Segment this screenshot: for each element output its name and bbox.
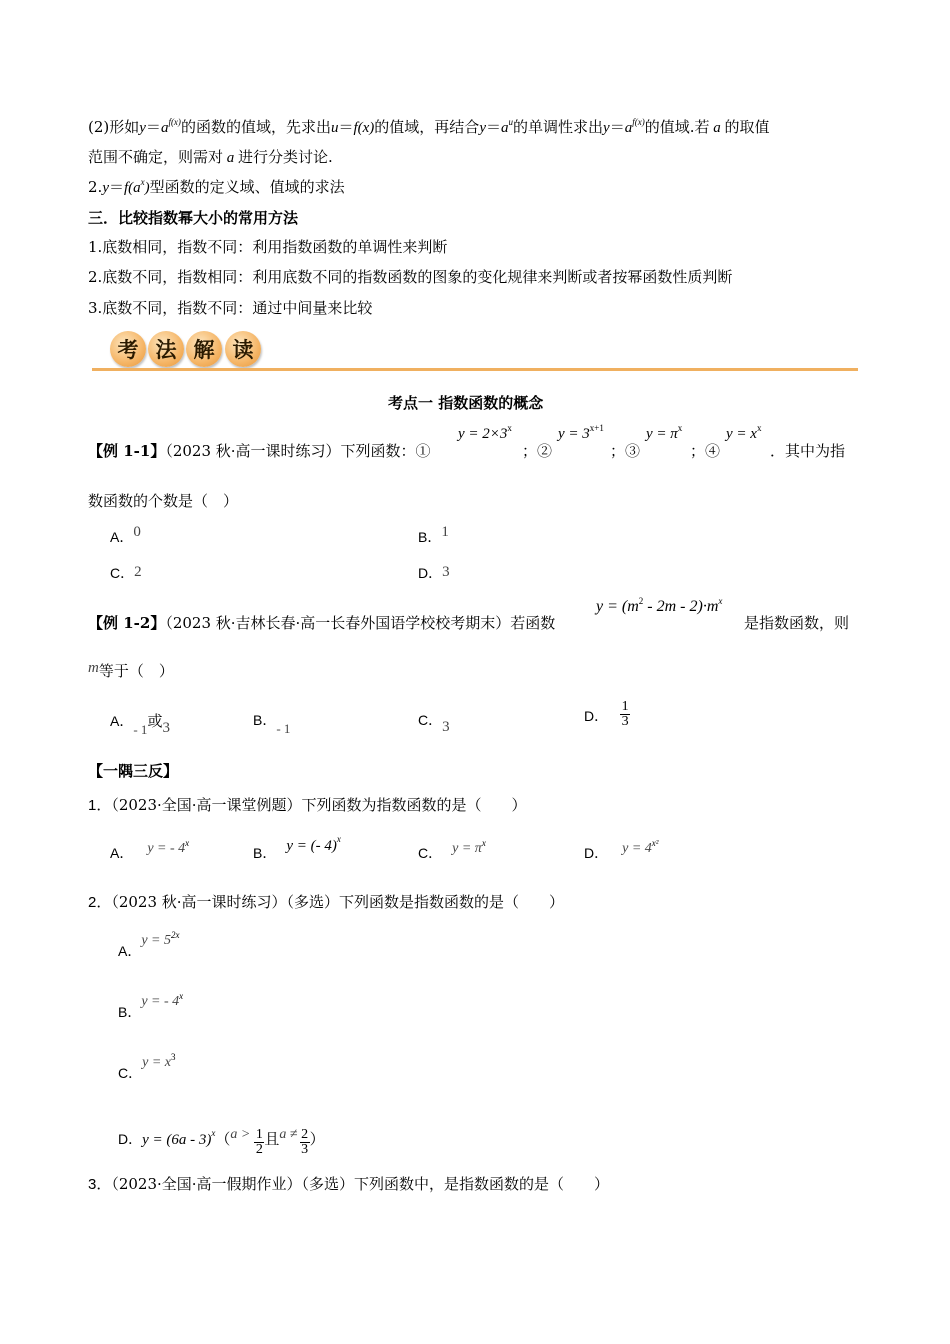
text: 的单调性求出 <box>513 118 604 136</box>
q2-option-a[interactable] <box>118 930 180 961</box>
fraction <box>254 1128 264 1157</box>
option-sup: x <box>336 834 341 844</box>
condition-open: （ <box>215 1130 231 1148</box>
option-sup: x <box>179 991 184 1001</box>
ex2-tail: 是指数函数，则 <box>744 614 850 632</box>
fraction <box>620 700 630 729</box>
question-1 <box>88 794 527 815</box>
ex1-option-b[interactable] <box>418 524 449 547</box>
option-letter: B． <box>253 845 277 861</box>
ex1-sep4: ；④ <box>690 442 721 460</box>
text: 的取值 <box>724 118 770 136</box>
option-or: 或 <box>147 712 163 730</box>
text: 2. <box>88 178 103 196</box>
option-letter: B． <box>253 712 277 728</box>
math-sup: u <box>508 117 513 127</box>
math-y: y <box>102 180 109 196</box>
question-number: 2． <box>88 894 112 911</box>
option-letter: D． <box>584 845 609 861</box>
option-value: y = - 4 <box>147 841 186 856</box>
condition-b: a ≠ <box>279 1126 298 1142</box>
text: 范围不确定，则需对 <box>88 148 224 166</box>
option-value: y = 4 <box>622 841 652 856</box>
formula: y = 3 <box>558 426 590 442</box>
option-value: - 1 <box>276 721 291 736</box>
ex1-f1 <box>458 423 512 443</box>
ex1-f4 <box>726 423 762 443</box>
question-text: （2023·全国·高一假期作业）（多选）下列函数中，是指数函数的是（ ） <box>111 1175 610 1193</box>
math-a: a <box>624 120 633 136</box>
text: 的函数的值域，先求出 <box>180 118 331 136</box>
example-1-1 <box>88 440 431 461</box>
numerator: 1 <box>621 699 629 714</box>
math-fx: f(x) <box>353 120 375 136</box>
math-a: a <box>160 120 169 136</box>
text-eq: ＝ <box>108 178 124 196</box>
math-sup: f(x) <box>632 117 645 127</box>
option-value: y = (- 4) <box>286 838 337 854</box>
denominator: 3 <box>301 1142 309 1157</box>
option-sup: x² <box>651 838 659 848</box>
option-value: 3 <box>442 719 450 735</box>
math-a: a <box>501 120 509 136</box>
fraction <box>300 1128 310 1157</box>
q1-option-c[interactable] <box>418 838 486 863</box>
math-y: y <box>603 120 610 136</box>
banner-rule <box>92 368 858 371</box>
question-3 <box>88 1173 609 1194</box>
option-letter: D． <box>584 707 609 724</box>
option-value: y = (6a - 3) <box>142 1132 212 1148</box>
ex1-option-d[interactable] <box>418 563 450 583</box>
math-u: u <box>330 120 339 136</box>
option-letter: A． <box>110 529 134 545</box>
text: (2)形如 <box>88 118 140 136</box>
text: 等于（ ） <box>98 662 174 680</box>
formula-sup: x <box>756 423 762 433</box>
method-2: 2.底数不同，指数相同：利用底数不同的指数函数的图象的变化规律来判断或者按幂函数性质判断 <box>88 268 733 286</box>
math-m: m <box>88 660 99 676</box>
q2-option-c[interactable] <box>118 1052 176 1083</box>
formula-sup: x+1 <box>589 423 604 433</box>
option-value: y = 5 <box>141 933 172 948</box>
method-3: 3.底数不同，指数不同：通过中间量来比较 <box>88 299 373 317</box>
ex2-option-d[interactable] <box>584 700 630 729</box>
ex1-sep2: ；② <box>522 442 553 460</box>
option-sup: x <box>211 1127 216 1138</box>
condition-and: 且 <box>264 1130 280 1148</box>
example-1-2 <box>88 612 555 633</box>
condition-a: a > <box>230 1126 251 1142</box>
option-letter: C． <box>110 565 135 581</box>
practice-heading: 【一隅三反】 <box>88 762 179 780</box>
ex1-option-a[interactable] <box>110 524 141 547</box>
text: （2023 秋·吉林长春·高一长春外国语学校校考期末）若函数 <box>165 614 556 632</box>
numerator: 1 <box>255 1127 263 1142</box>
option-value: - 1 <box>133 722 148 737</box>
option-letter: A． <box>118 943 142 959</box>
formula-sup: 2 <box>638 596 644 606</box>
option-sup: x <box>185 838 190 848</box>
math-a: a <box>709 120 725 136</box>
q1-option-b[interactable] <box>253 834 341 863</box>
option-letter: B． <box>118 1004 142 1020</box>
ex2-option-b[interactable] <box>253 710 291 736</box>
option-value: 3 <box>162 720 170 736</box>
formula: y = π <box>646 426 678 442</box>
section-title: 考点一 指数函数的概念 <box>388 394 544 412</box>
formula: y = x <box>726 426 757 442</box>
option-value: y = π <box>452 841 482 856</box>
ex2-option-a[interactable] <box>110 710 170 737</box>
option-letter: C． <box>418 712 443 728</box>
ex2-formula <box>596 596 722 616</box>
question-text: （2023 秋·高一课时练习）（多选）下列函数是指数函数的是（ ） <box>111 893 565 911</box>
option-letter: A． <box>110 845 134 861</box>
text-eq: ＝ <box>485 118 501 136</box>
formula-sup: x <box>677 423 683 433</box>
question-2 <box>88 891 564 912</box>
method-1: 1.底数相同，指数不同：利用指数函数的单调性来判断 <box>88 238 448 256</box>
ex1-tail: ．其中为指 <box>770 442 846 460</box>
ex1-line2: 数函数的个数是（ ） <box>88 492 239 510</box>
option-letter: A． <box>110 713 134 729</box>
option-value: 1 <box>441 524 449 540</box>
banner-badge-4: 读 <box>225 331 261 367</box>
banner-badge-3: 解 <box>186 331 222 367</box>
condition-close: ） <box>309 1130 325 1148</box>
text-eq: ＝ <box>338 118 354 136</box>
text: 型函数的定义域、值域的求法 <box>149 178 345 196</box>
denominator: 3 <box>621 714 629 729</box>
option-sup: 2x <box>171 930 180 940</box>
q2-option-b[interactable] <box>118 991 184 1022</box>
option-letter: D． <box>418 565 443 581</box>
text: 的值域，再结合 <box>374 118 480 136</box>
option-value: 0 <box>133 524 141 540</box>
text-eq: ＝ <box>145 118 161 136</box>
option-letter: C． <box>118 1065 143 1081</box>
formula: y = 2×3 <box>458 426 508 442</box>
formula-sup: x <box>718 596 723 606</box>
formula-sup: x <box>507 423 512 433</box>
ex1-sep3: ；③ <box>610 442 641 460</box>
option-value: y = x <box>142 1055 171 1070</box>
math-expr: f(a <box>124 180 141 196</box>
formula: - 2m - 2)·m <box>643 598 719 615</box>
text: （2023 秋·高一课时练习）下列函数：① <box>165 442 431 460</box>
question-number: 1． <box>88 797 112 814</box>
banner-badge-2: 法 <box>148 331 184 367</box>
option-value: y = - 4 <box>141 994 180 1009</box>
math-sup: x <box>140 177 145 187</box>
ex1-f3 <box>646 423 683 443</box>
ex2-option-c[interactable] <box>418 710 450 735</box>
option-letter: C． <box>418 845 443 861</box>
q1-option-d[interactable] <box>584 838 659 863</box>
intro-line-3 <box>88 176 345 197</box>
method-heading: 三．比较指数幂大小的常用方法 <box>88 209 299 227</box>
option-sup: 3 <box>171 1052 176 1062</box>
formula: y = (m <box>596 598 639 615</box>
text-eq: ＝ <box>609 118 625 136</box>
example-label: 【例 1-1】 <box>88 442 166 460</box>
math-y: y <box>479 120 486 136</box>
math-close: ) <box>144 180 150 196</box>
example-label: 【例 1-2】 <box>88 614 166 632</box>
question-number: 3． <box>88 1176 112 1193</box>
text: 的值域.若 <box>644 118 710 136</box>
question-text: （2023·全国·高一课堂例题）下列函数为指数函数的是（ ） <box>111 796 527 814</box>
ex1-f2 <box>558 423 604 443</box>
numerator: 2 <box>301 1127 309 1142</box>
q2-option-d[interactable] <box>118 1124 325 1157</box>
q1-option-a[interactable] <box>110 838 190 863</box>
ex2-line2 <box>88 660 174 681</box>
intro-line-1 <box>88 116 770 137</box>
option-value: 2 <box>134 564 142 580</box>
intro-line-2 <box>88 146 333 167</box>
math-sup: f(x) <box>168 117 181 127</box>
banner-badge-1: 考 <box>110 331 146 367</box>
math-y: y <box>139 120 146 136</box>
denominator: 2 <box>255 1142 263 1157</box>
option-letter: B． <box>418 529 442 545</box>
text: 进行分类讨论. <box>238 148 333 166</box>
ex1-option-c[interactable] <box>110 563 142 583</box>
option-sup: x <box>481 838 486 848</box>
option-letter: D． <box>118 1130 143 1147</box>
option-value: 3 <box>442 564 450 580</box>
math-a: a <box>223 150 239 166</box>
